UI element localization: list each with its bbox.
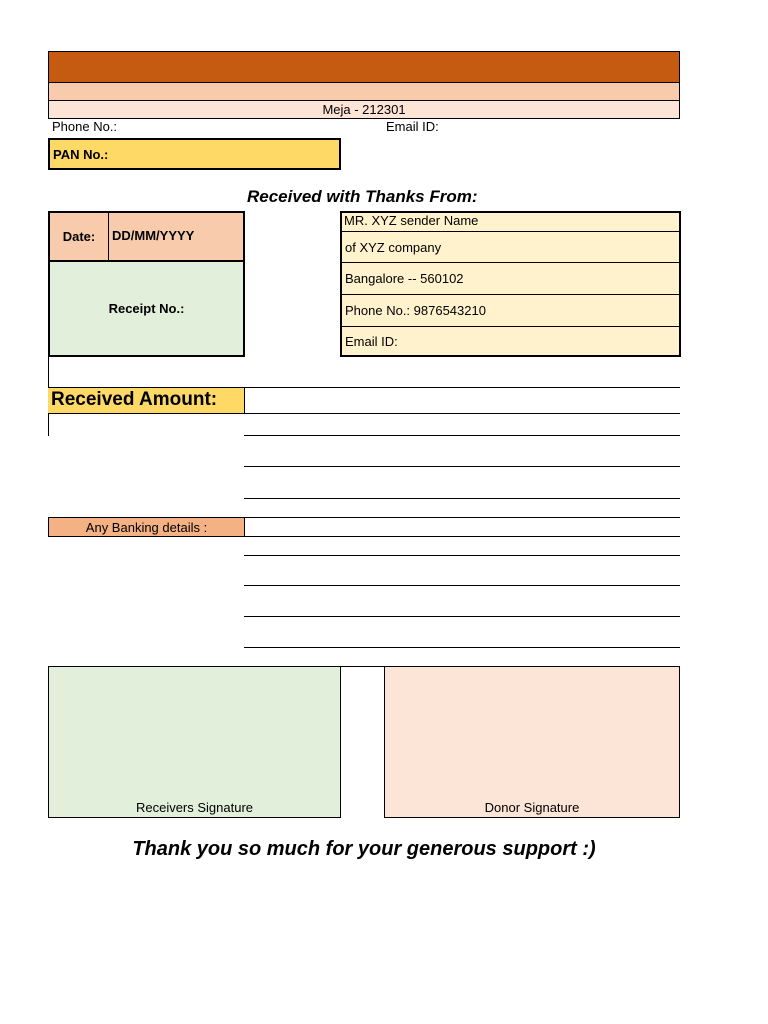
address-text: Meja - 212301 bbox=[322, 102, 406, 117]
phone-label: Phone No.: bbox=[52, 119, 118, 134]
sender-city: Bangalore -- 560102 bbox=[345, 271, 464, 286]
pan-label: PAN No.: bbox=[53, 146, 109, 162]
email-label: Email ID: bbox=[386, 119, 439, 134]
banking-line[interactable] bbox=[244, 585, 680, 586]
banking-label: Any Banking details : bbox=[85, 519, 208, 535]
sender-row[interactable] bbox=[342, 213, 679, 232]
sender-row[interactable] bbox=[342, 327, 679, 355]
received-from-title: Received with Thanks From: bbox=[247, 187, 478, 206]
pan-field[interactable] bbox=[48, 138, 341, 170]
date-value: DD/MM/YYYY bbox=[112, 228, 195, 243]
amount-line[interactable] bbox=[244, 466, 680, 467]
header-subbanner bbox=[48, 83, 680, 100]
amount-input[interactable] bbox=[245, 388, 680, 413]
amount-line[interactable] bbox=[244, 498, 680, 499]
amount-label: Received Amount: bbox=[51, 389, 218, 410]
address-bar bbox=[48, 100, 680, 119]
banking-line[interactable] bbox=[244, 647, 680, 648]
receipt-box[interactable] bbox=[48, 262, 245, 357]
sender-row[interactable] bbox=[342, 263, 679, 295]
receiver-signature-box[interactable] bbox=[48, 667, 341, 818]
banking-line[interactable] bbox=[244, 555, 680, 556]
amount-line[interactable] bbox=[244, 435, 680, 436]
amount-line bbox=[48, 413, 680, 414]
sender-box bbox=[340, 211, 681, 357]
banking-line[interactable] bbox=[244, 536, 680, 537]
sender-row[interactable] bbox=[342, 295, 679, 327]
header-banner bbox=[48, 51, 680, 83]
donor-signature-box[interactable] bbox=[384, 667, 680, 818]
date-label: Date: bbox=[50, 213, 109, 260]
sender-name: MR. XYZ sender Name bbox=[344, 213, 479, 228]
receiver-signature-label: Receivers Signature bbox=[135, 800, 254, 815]
banking-line[interactable] bbox=[244, 616, 680, 617]
sender-row[interactable] bbox=[342, 232, 679, 263]
sender-company: of XYZ company bbox=[345, 239, 442, 255]
sender-phone: Phone No.: 9876543210 bbox=[345, 303, 486, 318]
donor-signature-label: Donor Signature bbox=[484, 800, 580, 815]
receipt-label: Receipt No.: bbox=[108, 301, 185, 316]
banking-label-box bbox=[48, 517, 245, 537]
date-box[interactable] bbox=[48, 211, 245, 262]
thanks-message: Thank you so much for your generous support :) bbox=[132, 838, 596, 860]
sender-email: Email ID: bbox=[345, 333, 398, 349]
amount-label-box bbox=[48, 388, 245, 413]
